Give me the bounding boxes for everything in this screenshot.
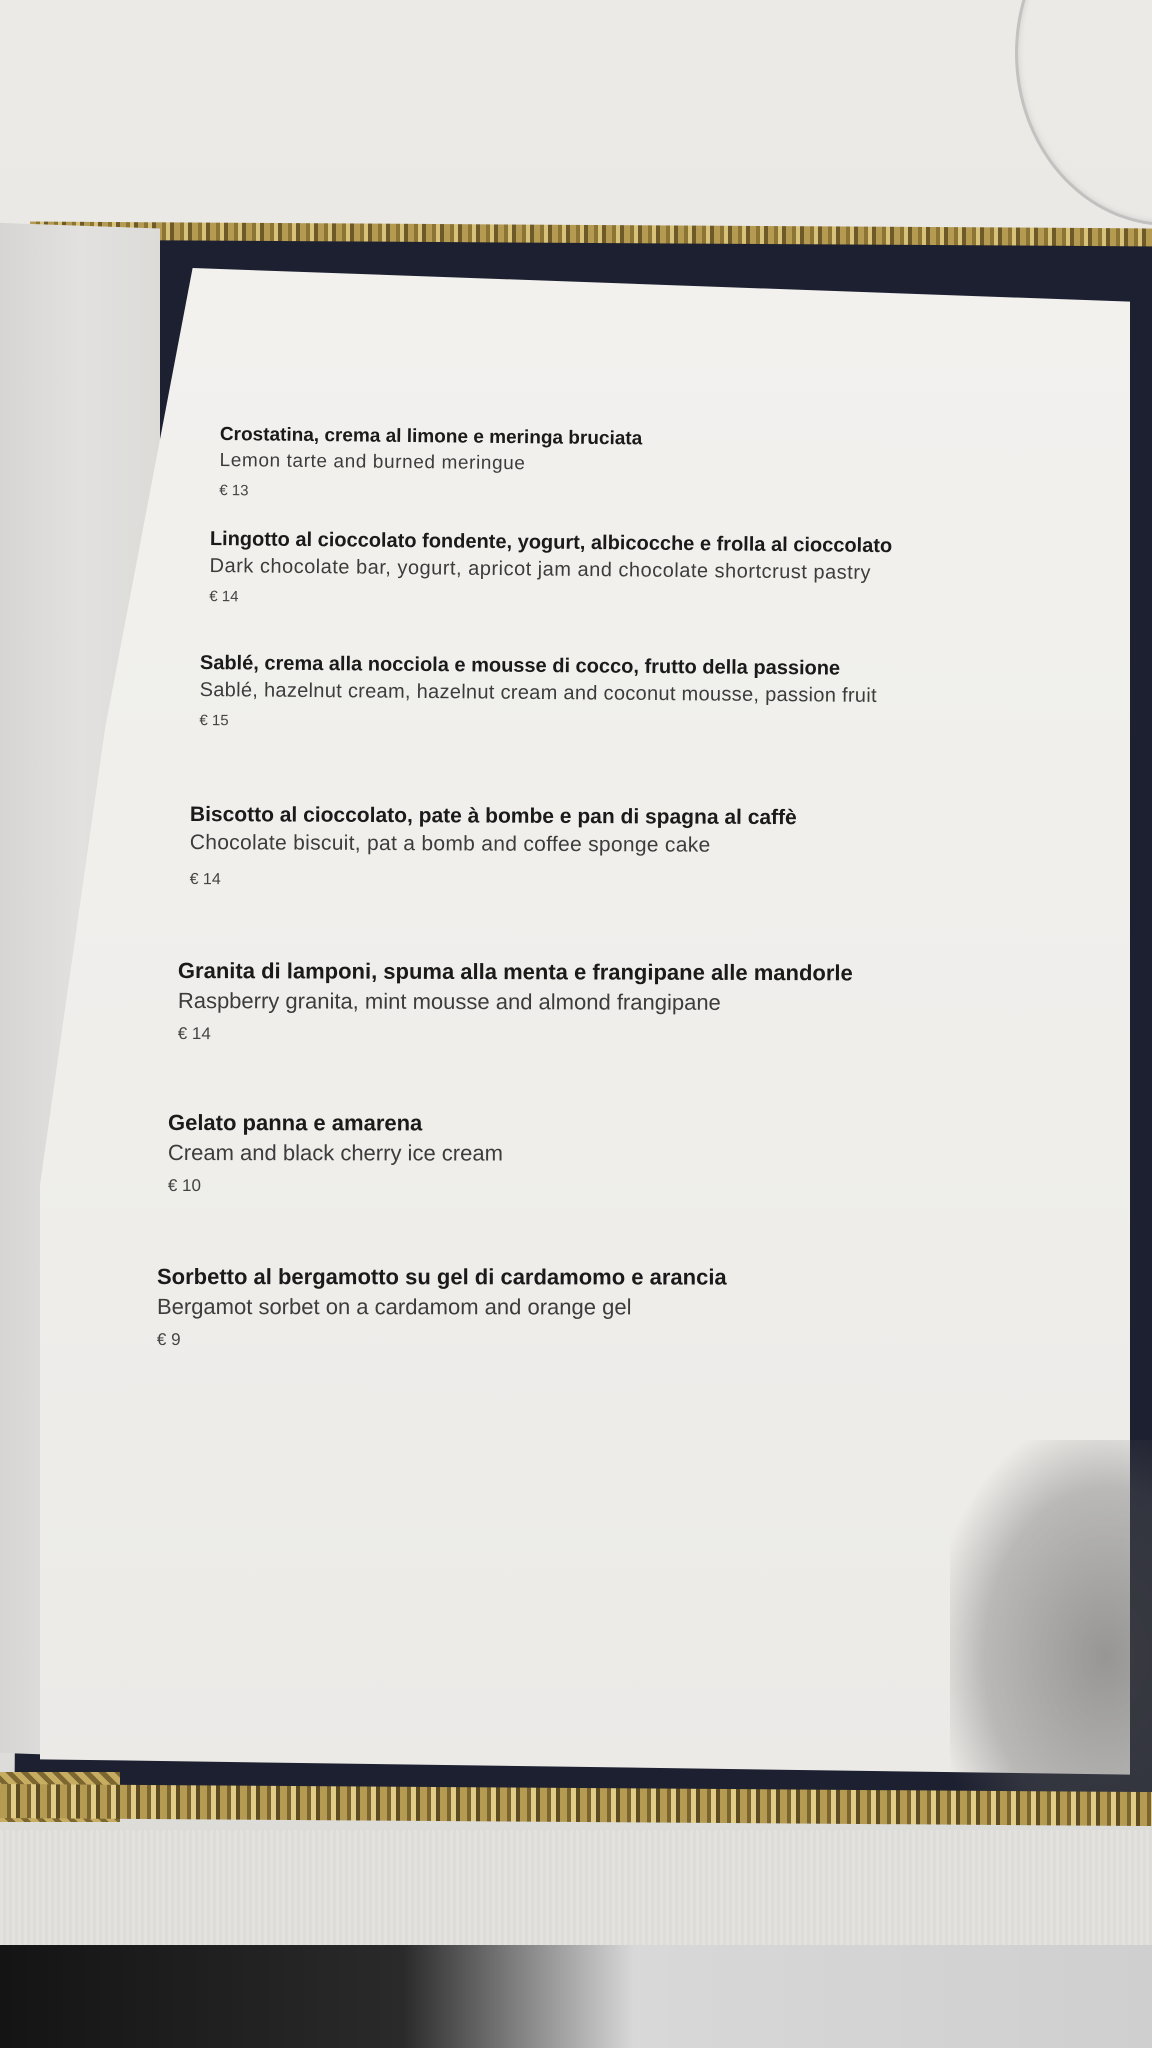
menu-item [190, 803, 797, 892]
menu-item-title: Lingotto al cioccolato fondente, yogurt, albicocche e frolla al cioccolato [209, 528, 893, 558]
hand-shadow [950, 1440, 1152, 1800]
menu-item-description: Lemon tarte and burned meringue [219, 449, 526, 475]
menu-item-title: Crostatina, crema al limone e meringa bruciata [219, 424, 643, 450]
menu-item [219, 424, 642, 503]
wine-glass [1015, 0, 1152, 226]
menu-item-description: Dark chocolate bar, yogurt, apricot jam and chocolate shortcrust pastry [209, 554, 872, 584]
menu-item-title: Sablé, crema alla nocciola e mousse di cocco, frutto della passione [199, 652, 841, 680]
menu-item [178, 958, 853, 1046]
menu-item [199, 652, 877, 735]
tablecloth [0, 1830, 1152, 1950]
menu-item [157, 1264, 727, 1350]
menu-item-title: Biscotto al cioccolato, pate à bombe e pan di spagna al caffè [189, 803, 797, 830]
menu-item-description: Bergamot sorbet on a cardamom and orange gel [156, 1294, 632, 1320]
menu-item-description: Sablé, hazelnut cream, hazelnut cream and coconut mousse, passion fruit [199, 678, 877, 707]
menu-item-description: Raspberry granita, mint mousse and almond frangipane [177, 987, 721, 1015]
menu-item-price: € 10 [167, 1175, 201, 1196]
floor-area [0, 1945, 1152, 2048]
menu-item-price: € 14 [177, 1023, 211, 1044]
menu-item-price: € 13 [219, 481, 249, 500]
menu-item-title: Granita di lamponi, spuma alla menta e frangipane alle mandorle [177, 958, 853, 986]
menu-item-price: € 14 [209, 587, 239, 606]
menu-item-price: € 9 [156, 1330, 181, 1350]
menu-item-title: Gelato panna e amarena [167, 1110, 423, 1136]
menu-item-price: € 15 [199, 711, 229, 730]
menu-item-description: Chocolate biscuit, pat a bomb and coffee sponge cake [189, 830, 711, 857]
menu-item-title: Sorbetto al bergamotto su gel di cardamomo e arancia [156, 1264, 727, 1290]
menu-item [209, 528, 892, 612]
menu-item [168, 1110, 503, 1197]
menu-item-price: € 14 [189, 870, 221, 889]
gold-trim-bottom [0, 1784, 1152, 1826]
menu-item-description: Cream and black cherry ice cream [167, 1140, 503, 1166]
